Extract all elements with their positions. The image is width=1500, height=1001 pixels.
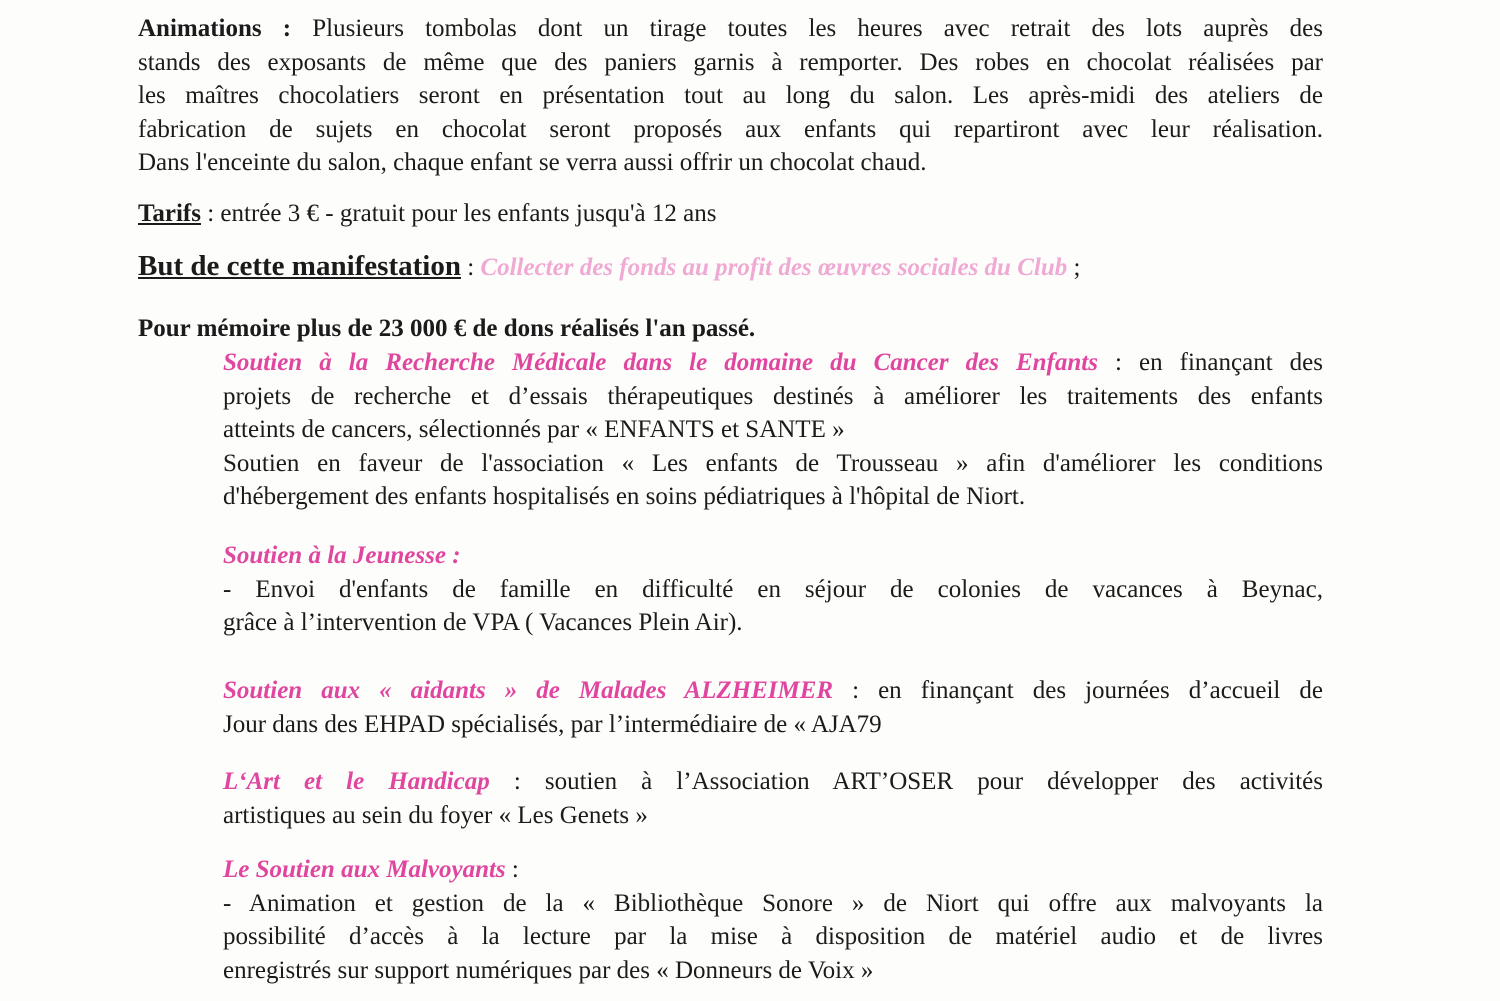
recherche-title: Soutien à la Recherche Médicale dans le domaine du Cancer des Enfants xyxy=(223,349,1098,376)
alzheimer-title: Soutien aux « aidants » de Malades ALZHEIMER xyxy=(223,677,834,704)
jeunesse-line: grâce à l’intervention de VPA ( Vacances Plein Air). xyxy=(223,609,743,636)
recherche-line: : en finançant des xyxy=(1097,349,1323,376)
animations-paragraph xyxy=(138,12,1323,180)
recherche-line: projets de recherche et d’essais thérapeutiques destinés à améliorer les traitements des enfants xyxy=(223,382,1323,410)
animations-line: fabrication de sujets en chocolat seront proposés aux enfants qui repartiront avec leur réalisation. xyxy=(138,115,1323,143)
alzheimer-line: : en finançant des journées d’accueil de xyxy=(833,677,1323,704)
memoire-text: Pour mémoire plus de 23 000 € de dons réalisés l'an passé. xyxy=(138,315,756,342)
recherche-line: d'hébergement des enfants hospitalisés en soins pédiatriques à l'hôpital de Niort. xyxy=(223,483,1026,510)
but-end: ; xyxy=(1067,254,1081,281)
alzheimer-line: Jour dans des EHPAD spécialisés, par l’intermédiaire de « AJA79 xyxy=(223,710,882,738)
but-label: But de cette manifestation xyxy=(138,250,461,282)
malvoyants-line: enregistrés sur support numériques par des « Donneurs de Voix » xyxy=(223,956,874,984)
but-text: Collecter des fonds au profit des œuvres sociales du Club xyxy=(480,254,1068,281)
malvoyants-line: possibilité d’accès à la lecture par la mise à disposition de matériel audio et de livres xyxy=(223,923,1323,950)
recherche-line: Soutien en faveur de l'association « Les enfants de Trousseau » afin d'améliorer les conditions xyxy=(223,449,1323,477)
memoire-line xyxy=(138,312,1323,346)
art-line: : soutien à l’Association ART’OSER pour développer des activités xyxy=(489,768,1324,795)
animations-line: Plusieurs tombolas dont un tirage toutes les heures avec retrait des lots auprès des xyxy=(312,15,1323,42)
animations-label: Animations : xyxy=(138,15,292,42)
animations-line: Dans l'enceinte du salon, chaque enfant se verra aussi offrir un chocolat chaud. xyxy=(138,149,927,176)
recherche-paragraph xyxy=(223,346,1323,514)
malvoyants-line: - Animation et gestion de la « Bibliothèque Sonore » de Niort qui offre aux malvoyants la xyxy=(223,889,1323,917)
alzheimer-paragraph xyxy=(223,674,1323,741)
tarifs-label: Tarifs xyxy=(138,200,201,227)
recherche-line: atteints de cancers, sélectionnés par « ENFANTS et SANTE » xyxy=(223,416,845,443)
malvoyants-title-end: : xyxy=(505,856,519,883)
jeunesse-paragraph xyxy=(223,539,1323,640)
jeunesse-title: Soutien à la Jeunesse : xyxy=(223,542,461,569)
animations-line: les maîtres chocolatiers seront en présentation tout au long du salon. Les après-midi des ateliers de xyxy=(138,82,1323,109)
art-line: artistiques au sein du foyer « Les Genets » xyxy=(223,801,648,829)
art-title: L‘Art et le Handicap xyxy=(223,768,490,795)
tarifs-text: : entrée 3 € - gratuit pour les enfants jusqu'à 12 ans xyxy=(200,200,717,227)
jeunesse-line: - Envoi d'enfants de famille en difficulté en séjour de colonies de vacances à Beynac, xyxy=(223,575,1323,603)
malvoyants-paragraph xyxy=(223,853,1323,987)
tarifs-paragraph xyxy=(138,197,1323,231)
art-paragraph xyxy=(223,765,1323,832)
animations-line: stands des exposants de même que des paniers garnis à remporter. Des robes en chocolat réalisées par xyxy=(138,48,1323,76)
but-sep: : xyxy=(460,254,481,281)
but-paragraph xyxy=(138,250,1323,285)
malvoyants-title: Le Soutien aux Malvoyants xyxy=(223,856,506,883)
